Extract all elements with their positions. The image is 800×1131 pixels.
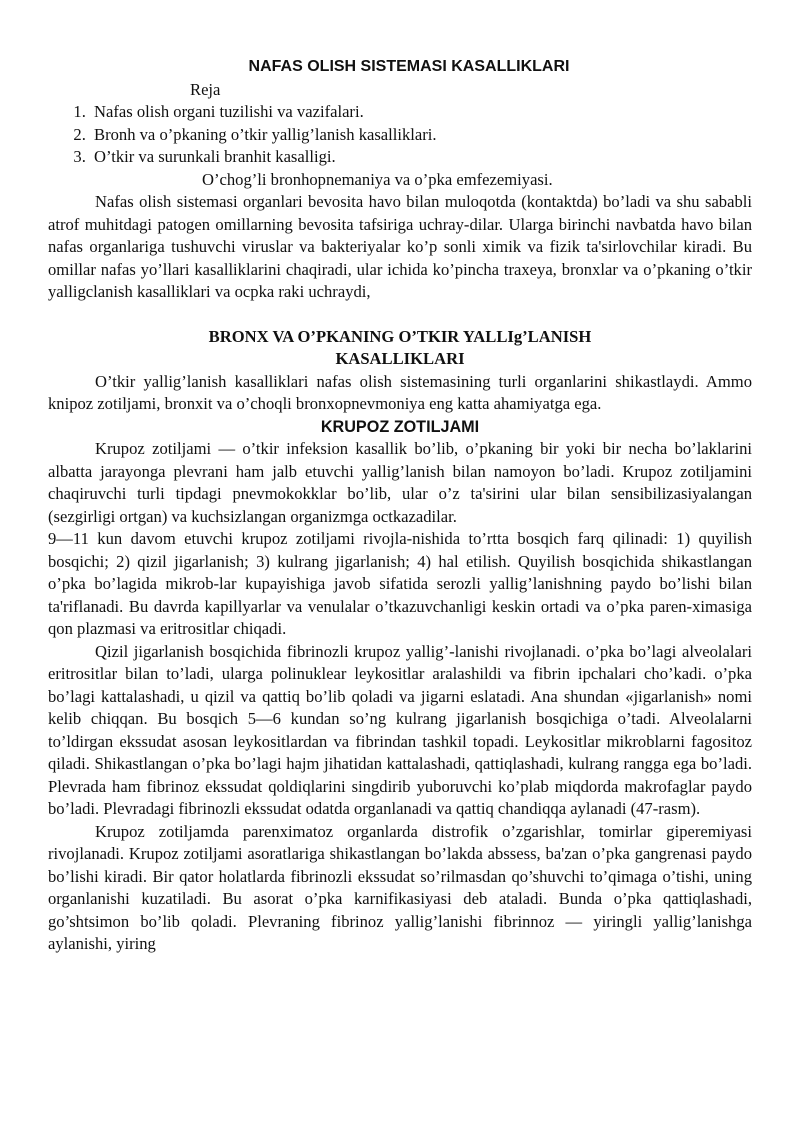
document-page bbox=[48, 56, 752, 956]
body-paragraph: 9—11 kun davom etuvchi krupoz zotiljami rivojla-nishida to’rtta bosqich farq qilinadi: 1) quyilish bosqichi; 2) qizil jigarlanish; 3) kulrang jigarlanish; 4) hal etilish. Quyilish bosqichida shikastlangan o’pka bo’lagida mikrob-lar kupayishiga javob sifatida serozli yallig’lanishning paydo bo’lishi bilan ta'riflanadi. Bu davrda kapillyarlar va venulalar o’tkazuvchanligi keskin ortadi va o’pka paren-ximasiga qon plazmasi va eritrositlar chiqadi. bbox=[48, 529, 752, 638]
section-heading-line-2: KASALLIKLARI bbox=[335, 349, 465, 368]
subsection-heading: KRUPOZ ZOTILJAMI bbox=[320, 417, 480, 436]
section-paragraph: O’tkir yallig’lanish kasalliklari nafas olish sistemasining turli organlarini shikastlaydi. Ammo knipoz zotiljami, bronxit va o’choqli bronxopnevmoniya eng katta ahamiyatga ega. bbox=[48, 371, 752, 413]
body-paragraph: Krupoz zotiljamda parenximatoz organlarda distrofik o’zgarishlar, tomirlar giperemiyasi rivojlanadi. Krupoz zotiljami asoratlariga shikastlangan bo’lakda abssess, ba'zan o’pka gangrenasi paydo bo’lishi kiradi. Bir qator holatlarda fibrinozli ekssudat so’rilmasdan qo’shuvchi to’qimaga o’tishi, uning organlanishi kuzatiladi. Bu asorat o’pka karnifikasiyasi deb ataladi. Bunda o’pka qattiqlashadi, go’shtsimon bo’lib qoladi. Plevraning fibrinoz yallig’lanishi fibrinnoz — yiringli yallig’lanishga aylanishi, yiring bbox=[48, 821, 752, 953]
document-title: NAFAS OLISH SISTEMASI KASALLIKLARI bbox=[248, 58, 570, 75]
plan-item: 2. Bronh va o’pkaning o’tkir yallig’lanish kasalliklari. bbox=[90, 124, 752, 147]
plan-item: 1. Nafas olish organi tuzilishi va vazifalari. bbox=[90, 101, 752, 124]
plan-list bbox=[48, 101, 752, 169]
plan-heading: Reja bbox=[190, 79, 221, 99]
plan-item: 3. O’tkir va surunkali branhit kasalligi. bbox=[90, 146, 752, 169]
intro-paragraph: Nafas olish sistemasi organlari bevosita havo bilan muloqotda (kontaktda) bo’ladi va shu sababli atrof muhitdagi patogen omillarning bevosita tafsiriga uchray-dilar. Ularga birinchi navbatda havo bilan nafas organlariga tushuvchi viruslar va bakteriyalar ko’p sonli ximik va fizik ta'sirlovchilar kiradi. Bu omillar nafas yo’llari kasalliklarini chaqiradi, ular ichida ko’pincha traxeya, bronxlar va o’pkaning o’tkir yalligclanish kasalliklari va ocpka raki uchraydi, bbox=[48, 192, 752, 301]
body-paragraph: Krupoz zotiljami — o’tkir infeksion kasallik bo’lib, o’pkaning bir yoki bir necha bo’laklarini albatta jarayonga plevrani ham jalb etuvchi yallig’lanish bilan namoyon bo’ladi. Krupoz zotiljamini chaqiruvchi turli tipdagi pnevmokokklar bo’lib, ular o’z ta'sirini ular bilan sensibilizasiyalangan (sezgirligi ortgan) va kuchsizlangan organizmga octkazadilar. bbox=[48, 439, 752, 526]
section-heading-line-1: BRONX VA O’PKANING O’TKIR YALLIg’LANISH bbox=[208, 326, 592, 346]
plan-extra-line: O’chog’li bronhopnemaniya va o’pka emfezemiyasi. bbox=[202, 169, 553, 189]
body-paragraph: Qizil jigarlanish bosqichida fibrinozli krupoz yallig’-lanishi rivojlanadi. o’pka bo’lagi alveolalari eritrositlar bilan to’ladi, ularga polinuklear leykositlar aralashildi va fibrin ipchalari cho’kadi. o’pka bo’lagi kattalashadi, u qizil va qattiq bo’lib qoladi va jigarni eslatadi. Ana shundan «jigarlanish» nomi kelib chiqqan. Bu bosqich 5—6 kundan so’ng kulrang jigarlanish bosqichiga o’tadi. Alveolalarni to’ldirgan ekssudat asosan leykositlardan va fibrindan tashkil topadi. Leykositlar mikroblarni fagositoz qiladi. Shikastlangan o’pka bo’lagi hajm jihatidan kattalashadi, qattiqlashadi, kulrang rangga ega bo’ladi. Plevrada ham fibrinoz ekssudat qoldiqlarini singdirib yuboruvchi ko’plab miqdorda makrofaglar paydo bo’ladi. Plevradagi fibrinozli ekssudat odatda organlanadi va qattiq chandiqqa aylanadi (47-rasm). bbox=[48, 641, 752, 818]
